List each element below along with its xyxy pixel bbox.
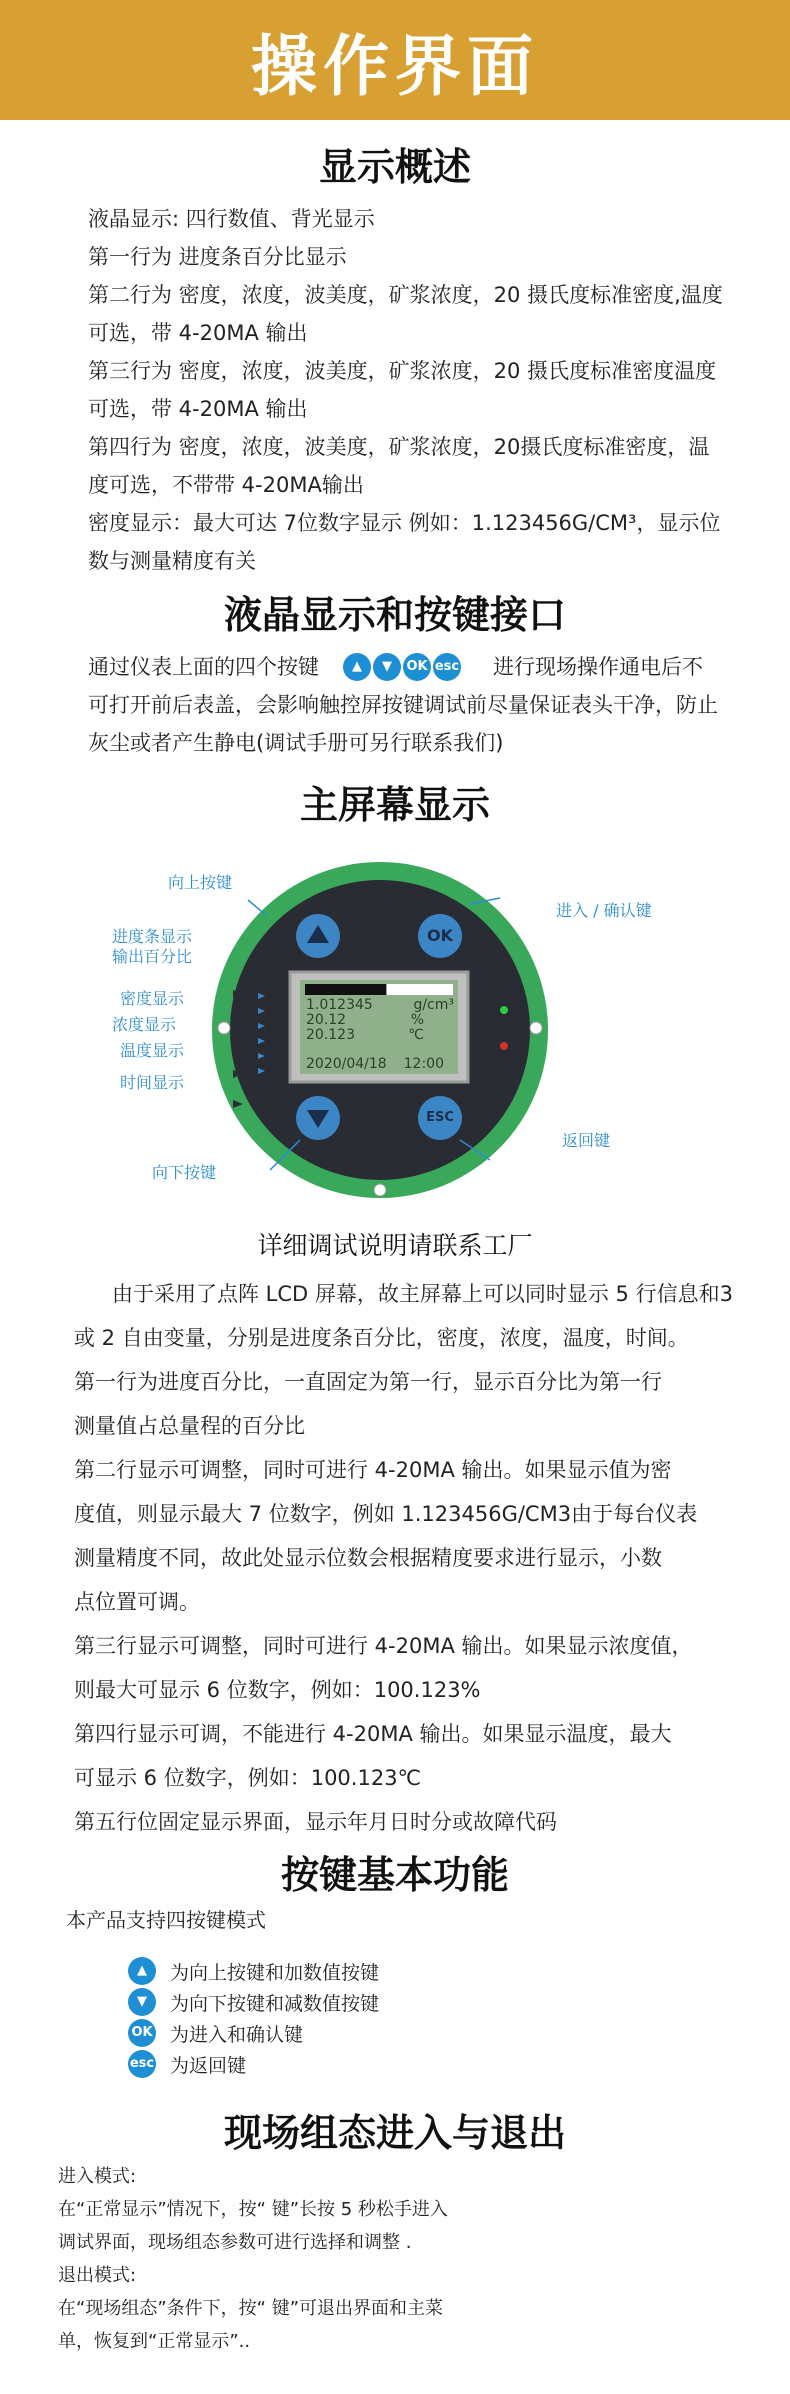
label-enter-key: 进入 / 确认键 [556, 901, 652, 920]
interface-text [88, 648, 768, 762]
text-line: 可打开前后表盖，会影响触控屏按键调试前尽量保证表头干净，防止 [88, 693, 718, 717]
text-line: 第三行显示可调整，同时可进行 4-20MA 输出。如果显示浓度值， [74, 1634, 693, 1658]
label-concentration: 浓度显示 [112, 1015, 177, 1034]
label-temperature: 温度显示 [120, 1041, 185, 1060]
function-item [128, 2050, 246, 2078]
text-line: 第一行为 进度条百分比显示 [88, 245, 347, 269]
text-line: 密度显示：最大可达 7位数字显示 例如：1.123456G/CM³，显示位 [88, 511, 721, 535]
lcd-row-3 [306, 1028, 454, 1043]
lcd-screen [306, 998, 454, 1072]
label-progress-2: 输出百分比 [112, 947, 193, 966]
lcd-temperature-unit: ℃ [408, 1027, 424, 1043]
ok-button[interactable]: OK [427, 926, 453, 945]
label-return-key: 返回键 [562, 1131, 611, 1150]
lcd-time: 12:00 [403, 1056, 444, 1072]
text-line: 测量精度不同，故此处显示位数会根据精度要求进行显示，小数 [74, 1546, 662, 1570]
functions-heading: 按键基本功能 [280, 1853, 509, 1897]
text-line: 由于采用了点阵 LCD 屏幕，故主屏幕上可以同时显示 5 行信息和3 [112, 1282, 733, 1306]
text-line: 或 2 自由变量，分别是进度条百分比，密度，浓度，温度，时间。 [74, 1326, 689, 1350]
text-line: 可选，带 4-20MA 输出 [88, 321, 308, 345]
interface-heading: 液晶显示和按键接口 [223, 593, 566, 637]
text-segment: 进行现场操作通电后不 [493, 655, 703, 679]
ok-icon: OK [128, 2019, 156, 2047]
text-line: 第三行为 密度，浓度，波美度，矿浆浓度，20 摄氏度标准密度温度 [88, 359, 717, 383]
field-text [58, 2160, 448, 2358]
overview-heading: 显示概述 [318, 145, 471, 189]
function-text: 为返回键 [170, 2054, 247, 2077]
lcd-row-1 [306, 998, 454, 1013]
page-title: 操作界面 [251, 27, 539, 105]
down-arrow-icon: ▼ [128, 1988, 156, 2016]
esc-button[interactable]: ESC [426, 1110, 454, 1125]
label-progress-1: 进度条显示 [112, 927, 193, 946]
text-line: 第四行为 密度，浓度，波美度，矿浆浓度，20摄氏度标准密度，温 [88, 435, 710, 459]
text-line: 可显示 6 位数字，例如：100.123℃ [74, 1766, 422, 1790]
interface-line-1 [88, 648, 768, 686]
text-line: 灰尘或者产生静电(调试手册可另行联系我们) [88, 731, 504, 755]
down-arrow-icon: ▼ [373, 653, 401, 681]
esc-icon: esc [128, 2050, 156, 2078]
lcd-density-value: 1.012345 [306, 997, 373, 1013]
lcd-concentration-value: 20.12 [306, 1012, 347, 1028]
text-line: 第四行显示可调，不能进行 4-20MA 输出。如果显示温度，最大 [74, 1722, 672, 1746]
text-line: 数与测量精度有关 [88, 549, 256, 573]
text-line: 则最大可显示 6 位数字，例如：100.123% [74, 1678, 481, 1702]
lcd-date: 2020/04/18 [306, 1056, 387, 1072]
up-arrow-icon: ▲ [128, 1957, 156, 1985]
text-line: 第一行为进度百分比，一直固定为第一行，显示百分比为第一行 [74, 1370, 662, 1394]
up-button[interactable] [296, 914, 340, 958]
esc-icon: esc [433, 653, 461, 681]
down-button[interactable] [296, 1096, 340, 1140]
text-line: 第五行位固定显示界面，显示年月日时分或故障代码 [74, 1810, 557, 1834]
text-line: 进入模式: [58, 2166, 137, 2187]
function-item [128, 1957, 379, 1985]
text-line: 在“正常显示”情况下，按“ 键”长按 5 秒松手进入 [58, 2199, 448, 2220]
text-line: 调试界面，现场组态参数可进行选择和调整 . [58, 2232, 412, 2253]
function-text: 为进入和确认键 [170, 2023, 304, 2046]
lcd-concentration-unit: % [410, 1012, 424, 1028]
text-line: 退出模式: [58, 2265, 137, 2286]
functions-intro: 本产品支持四按键模式 [66, 1908, 266, 1932]
ok-icon: OK [403, 653, 431, 681]
text-line: 第二行为 密度，浓度，波美度，矿浆浓度，20 摄氏度标准密度,温度 [88, 283, 723, 307]
lcd-density-unit: g/cm³ [413, 997, 454, 1013]
label-density: 密度显示 [120, 989, 185, 1008]
device-diagram [0, 840, 790, 1230]
detail-text [74, 1272, 764, 1844]
lcd-temperature-value: 20.123 [306, 1027, 355, 1043]
label-time: 时间显示 [120, 1073, 185, 1092]
overview-text [88, 200, 723, 580]
function-text: 为向上按键和加数值按键 [170, 1961, 380, 1984]
text-line: 度值，则显示最大 7 位数字，例如 1.123456G/CM3由于每台仪表 [74, 1502, 698, 1526]
text-line: 可选，带 4-20MA 输出 [88, 397, 308, 421]
key-icon-group [343, 653, 461, 681]
label-up-key: 向上按键 [168, 873, 233, 892]
main-screen-heading: 主屏幕显示 [299, 783, 490, 827]
header-banner [0, 0, 790, 120]
text-line: 在“现场组态”条件下，按“ 键”可退出界面和主菜 [58, 2298, 444, 2319]
function-item [128, 2019, 303, 2047]
contact-factory-caption: 详细调试说明请联系工厂 [257, 1231, 533, 1260]
function-text: 为向下按键和减数值按键 [170, 1992, 380, 2015]
text-line: 点位置可调。 [74, 1590, 200, 1614]
text-line: 测量值占总量程的百分比 [74, 1414, 305, 1438]
text-line: 第二行显示可调整，同时可进行 4-20MA 输出。如果显示值为密 [74, 1458, 672, 1482]
field-heading: 现场组态进入与退出 [223, 2111, 566, 2155]
up-arrow-icon: ▲ [343, 653, 371, 681]
label-down-key: 向下按键 [152, 1163, 217, 1182]
lcd-row-2 [306, 1013, 454, 1028]
function-item [128, 1988, 379, 2016]
text-line: 液晶显示: 四行数值、背光显示 [88, 207, 375, 231]
lcd-row-5 [306, 1057, 454, 1072]
text-line: 度可选，不带带 4-20MA输出 [88, 473, 364, 497]
text-segment: 通过仪表上面的四个按键 [88, 655, 319, 679]
text-line: 单，恢复到“正常显示”.. [58, 2331, 251, 2352]
